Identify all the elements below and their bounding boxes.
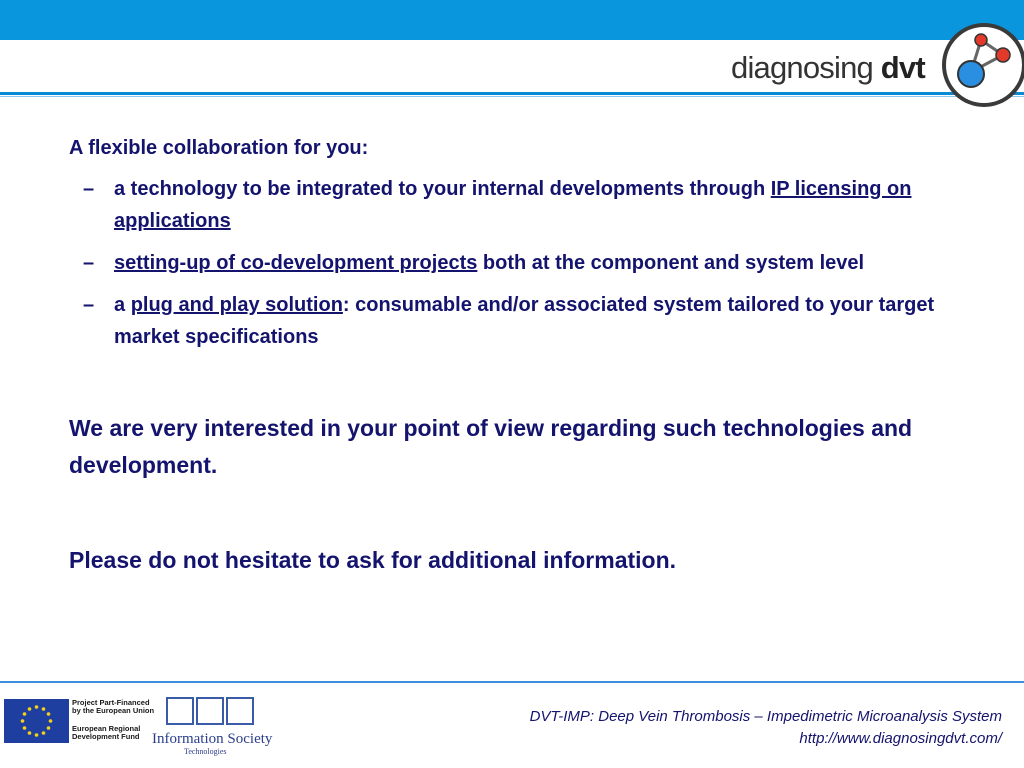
diagnosing-dvt-logo [731, 50, 925, 86]
co-development-link[interactable]: setting-up of co-development projects [114, 252, 478, 274]
eu-line: Development Fund [72, 732, 140, 741]
wave-icon [196, 697, 224, 725]
bullet-dash: – [83, 294, 95, 316]
interest-paragraph: We are very interested in your point of view regarding such technologies and development. [69, 415, 913, 478]
bullet-item [69, 247, 999, 279]
project-caption: DVT-IMP: Deep Vein Thrombosis – Impedimetric Microanalysis System [529, 708, 1002, 725]
bullet-list [69, 173, 999, 353]
eu-flag-icon [4, 699, 69, 743]
header-bar [0, 0, 1024, 40]
molecule-logo-icon [941, 22, 1024, 108]
header-divider-light [0, 96, 1024, 97]
header-divider [0, 92, 1024, 95]
contact-paragraph: Please do not hesitate to ask for additional information. [69, 547, 677, 573]
bullet-text: a technology to be integrated to your internal developments through [114, 178, 771, 200]
bullet-item [69, 289, 999, 353]
content-section [69, 133, 999, 353]
website-url[interactable]: http://www.diagnosingdvt.com/ [799, 730, 1002, 747]
is-icon-boxes [166, 697, 256, 730]
is-title: Information Society [152, 731, 273, 747]
bullet-text: both at the component and system level [477, 252, 865, 274]
logo-word: diagnosing [731, 50, 873, 85]
bullet-text: : consumable and/or associated system tailored to your target market specifications [114, 294, 935, 348]
logo-word-bold: dvt [880, 50, 925, 85]
bullet-text: a [114, 294, 131, 316]
plug-and-play-link[interactable]: plug and play solution [130, 294, 343, 316]
bullet-dash: – [83, 252, 95, 274]
intro-heading: A flexible collaboration for you: [69, 137, 369, 159]
eu-line: by the European Union [72, 706, 155, 715]
eu-line: Project Part-Financed [72, 698, 150, 707]
is-subtitle: Technologies [184, 747, 227, 756]
ip-licensing-link[interactable]: IP licensing on applications [114, 178, 912, 232]
bullet-item [69, 173, 999, 237]
approx-icon [226, 697, 254, 725]
footer-divider [0, 681, 1024, 683]
eu-funding-text [72, 699, 162, 741]
bullet-dash: – [83, 178, 95, 200]
arrow-icon [166, 697, 194, 725]
footer-caption [530, 706, 1002, 750]
information-society-logo [152, 695, 273, 757]
eu-line: European Regional [72, 724, 141, 733]
